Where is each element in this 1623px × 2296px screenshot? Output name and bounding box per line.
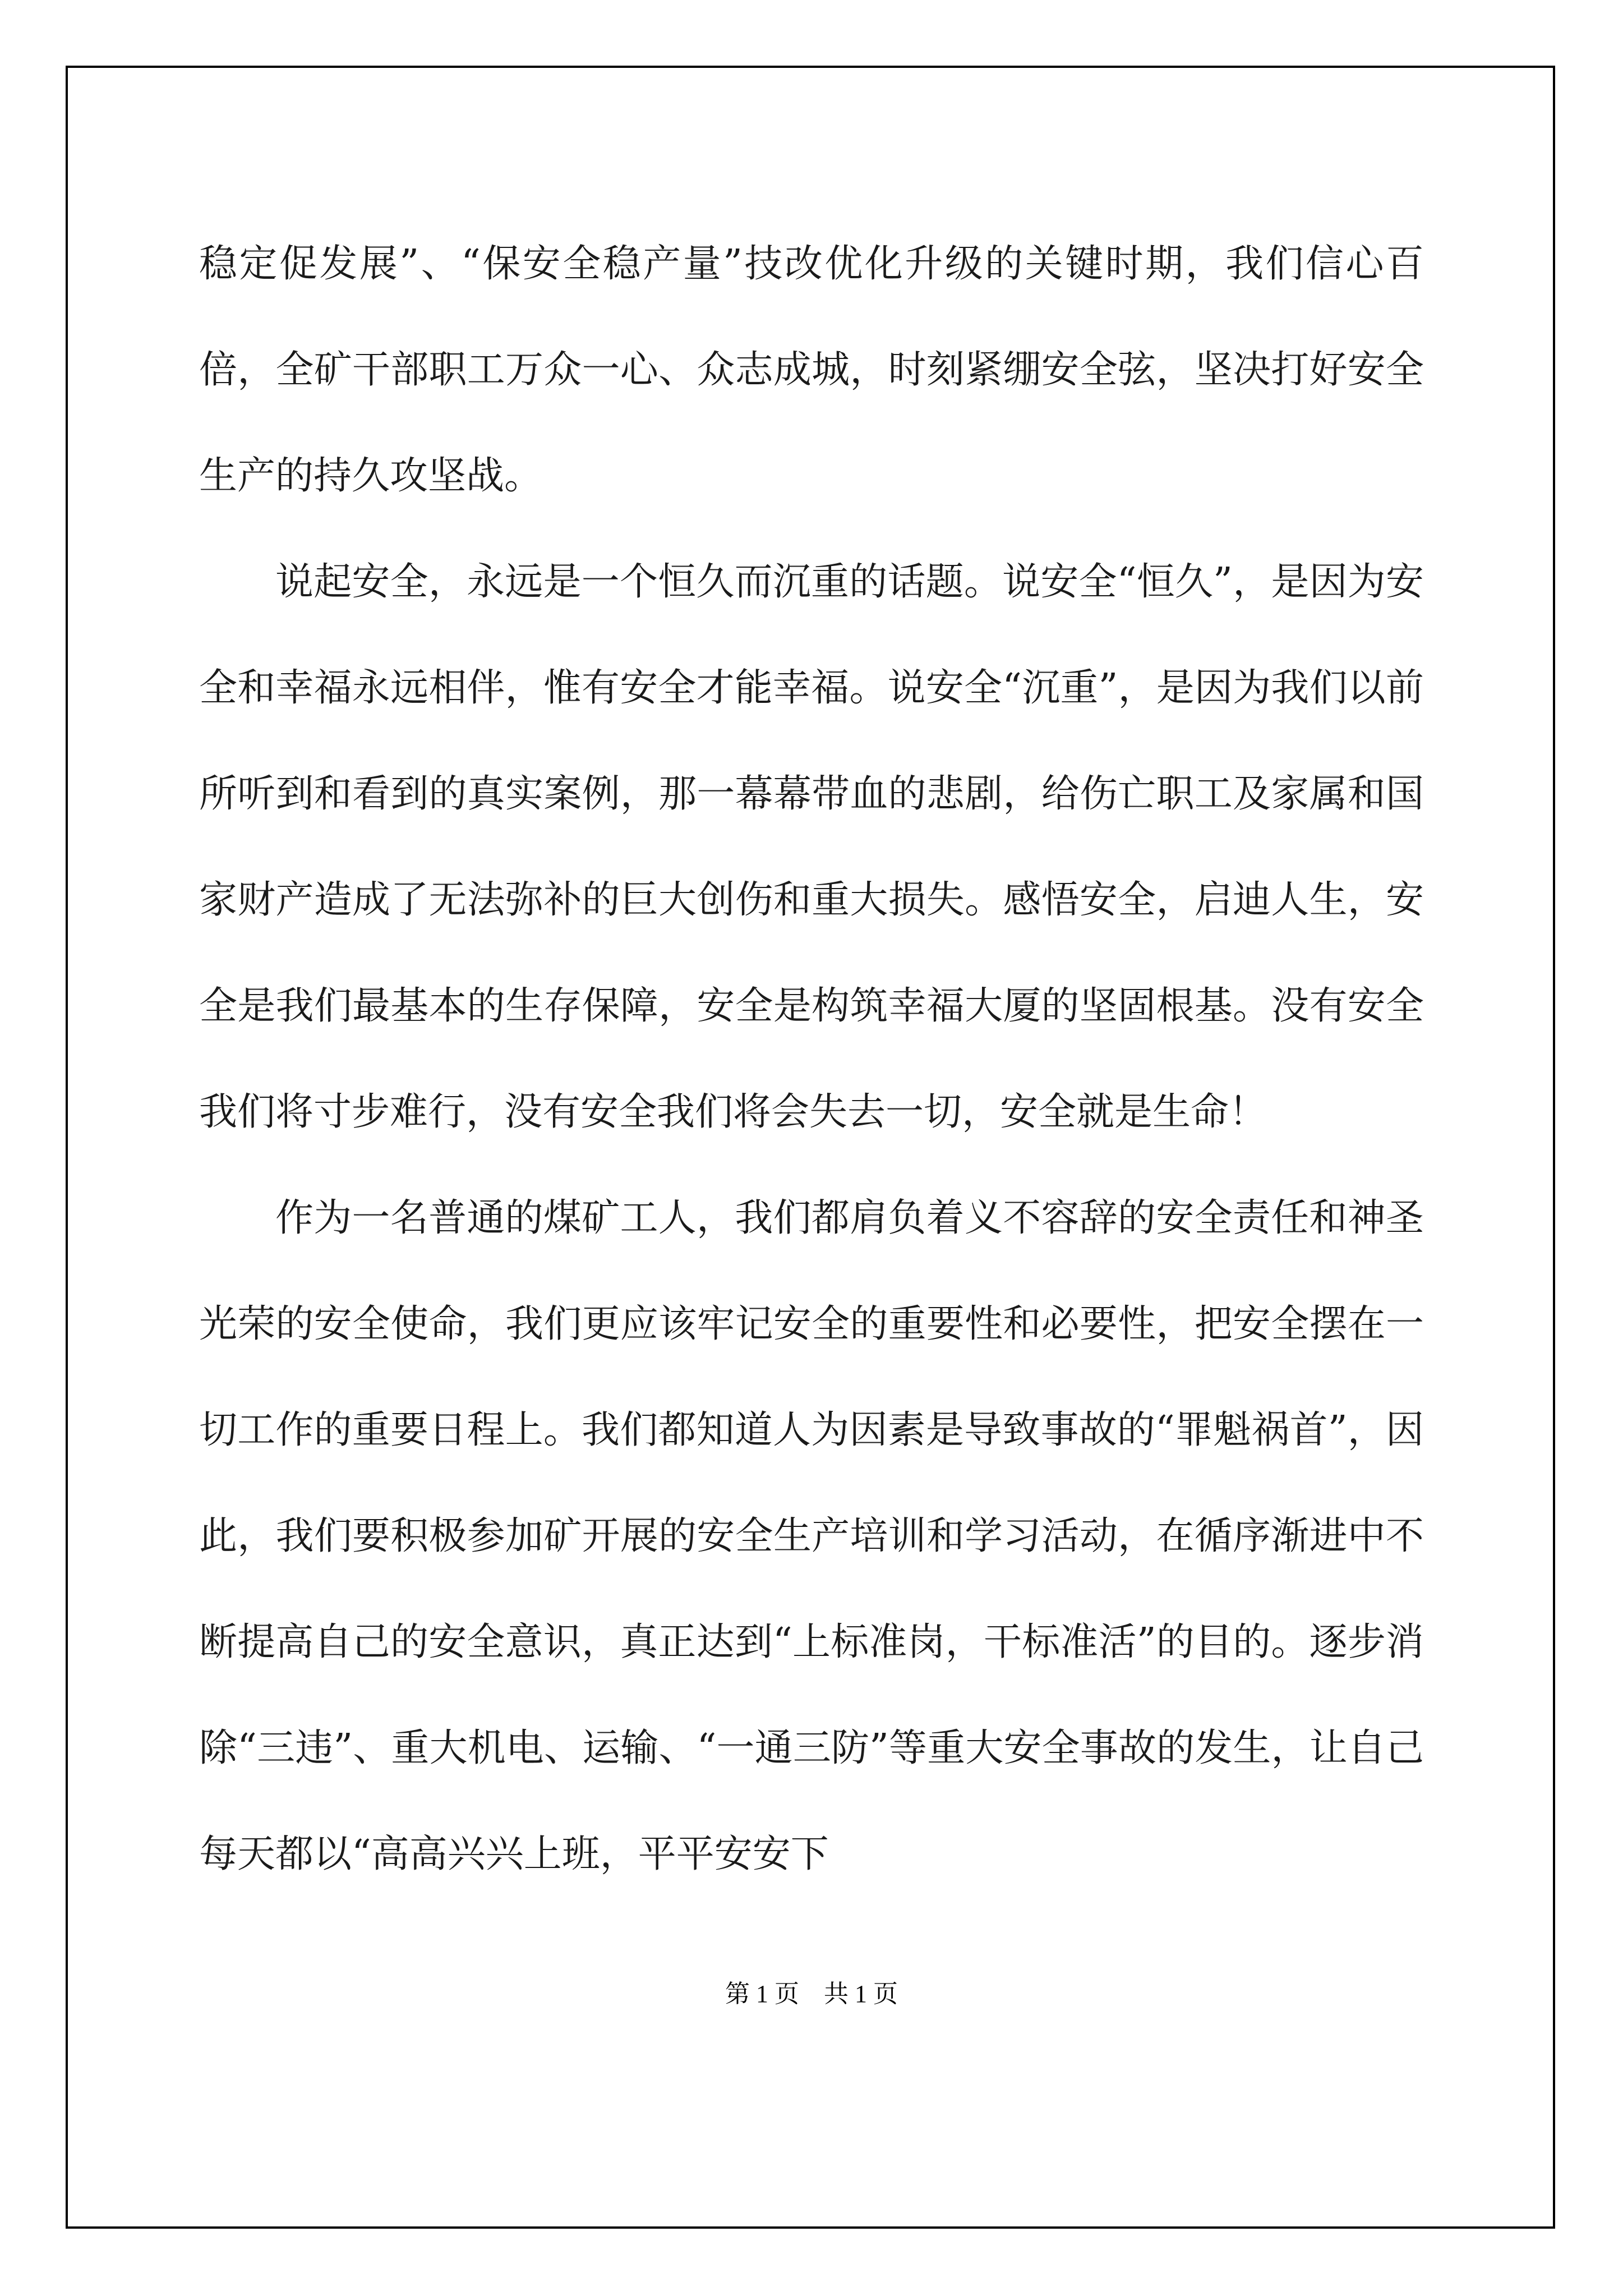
paragraph-1: 稳定促发展”、“保安全稳产量”技改优化升级的关键时期，我们信心百倍，全矿干部职工万众一心、众志成城，时刻紧绷安全弦，坚决打好安全生产的持久攻坚战。 (199, 242, 1424, 498)
page-footer: 第 1 页 共 1 页 (725, 1980, 898, 2008)
document-body (199, 211, 1424, 1907)
paragraph-2: 说起安全，永远是一个恒久而沉重的话题。说安全“恒久”，是因为安全和幸福永远相伴，惟有安全才能幸福。说安全“沉重”，是因为我们以前所听到和看到的真实案例，那一幕幕带血的悲剧，给伤亡职工及家属和国家财产造成了无法弥补的巨大创伤和重大损失。感悟安全，启迪人生，安全是我们最基本的生存保障，安全是构筑幸福大厦的坚固根基。没有安全我们将寸步难行，没有安全我们将会失去一切，安全就是生命！ (199, 560, 1424, 1134)
paragraph-3: 作为一名普通的煤矿工人，我们都肩负着义不容辞的安全责任和神圣光荣的安全使命，我们更应该牢记安全的重要性和必要性，把安全摆在一切工作的重要日程上。我们都知道人为因素是导致事故的“罪魁祸首”，因此，我们要积极参加矿开展的安全生产培训和学习活动，在循序渐进中不断提高自己的安全意识，真正达到“上标准岗，干标准活”的目的。逐步消除“三违”、重大机电、运输、“一通三防”等重大安全事故的发生，让自己每天都以“高高兴兴上班，平平安安下 (199, 1196, 1424, 1876)
